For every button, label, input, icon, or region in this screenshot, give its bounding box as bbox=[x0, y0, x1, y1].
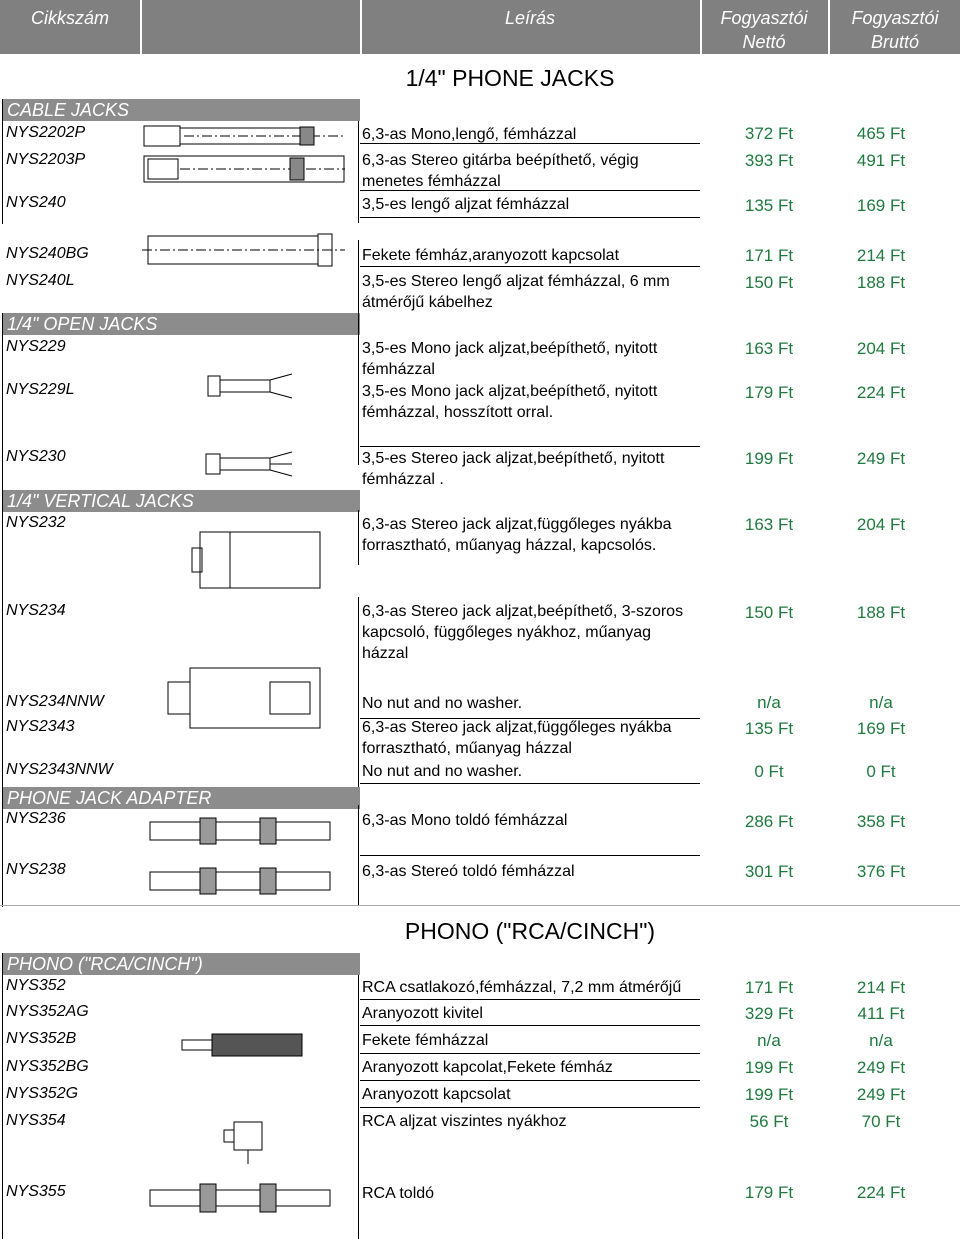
row-code: NYS229 bbox=[6, 338, 66, 355]
row-price-gross: 411 Ft bbox=[857, 1004, 905, 1023]
rca-plug-drawing bbox=[180, 1030, 310, 1060]
row-code: NYS238 bbox=[6, 861, 66, 878]
stereo-coupler-drawing bbox=[140, 862, 350, 900]
row-description: 3,5-es Stereo jack aljzat,beépíthető, nyitott fémházzal . bbox=[362, 450, 665, 488]
row-code: NYS352G bbox=[6, 1085, 79, 1102]
row-description: 3,5-es Stereo lengő aljzat fémházzal, 6 mm átmérőjű kábelhez bbox=[362, 273, 670, 311]
row-price-net: 199 Ft bbox=[744, 449, 794, 468]
row-description: 6,3-as Mono,lengő, fémházzal bbox=[362, 126, 577, 143]
row-code: NYS352AG bbox=[6, 1003, 89, 1020]
row-price-gross: 376 Ft bbox=[856, 862, 906, 881]
table-header bbox=[0, 0, 960, 54]
section-cable-jacks: CABLE JACKS bbox=[2, 99, 360, 121]
row-price-gross: 491 Ft bbox=[856, 151, 906, 170]
row-description: RCA toldó bbox=[362, 1185, 435, 1202]
row-code: NYS354 bbox=[6, 1112, 66, 1129]
row-description: 6,3-as Mono toldó fémházzal bbox=[362, 812, 568, 829]
row-code: NYS355 bbox=[6, 1183, 66, 1200]
row-code: NYS2343NNW bbox=[6, 761, 113, 778]
row-price-gross: 214 Ft bbox=[856, 978, 906, 997]
stereo-cable-jack-drawing bbox=[140, 152, 350, 186]
row-description: RCA aljzat viszintes nyákhoz bbox=[362, 1113, 567, 1130]
header-code: Cikkszám bbox=[30, 8, 109, 28]
row-description: RCA csatlakozó,fémházzal, 7,2 mm átmérőjű bbox=[362, 979, 682, 996]
row-price-net: 163 Ft bbox=[744, 515, 794, 534]
row-price-gross: 214 Ft bbox=[856, 246, 906, 265]
row-code: NYS230 bbox=[6, 448, 66, 465]
row-price-gross: n/a bbox=[869, 1031, 893, 1050]
cable-socket-drawing bbox=[140, 228, 350, 272]
row-price-gross: 224 Ft bbox=[856, 383, 906, 402]
open-stereo-jack-drawing bbox=[200, 446, 300, 482]
row-description: No nut and no washer. bbox=[362, 695, 523, 712]
row-price-net: 286 Ft bbox=[744, 812, 794, 831]
row-code: NYS240 bbox=[6, 194, 66, 211]
row-description: 6,3-as Stereo gitárba beépíthető, végig menetes fémházzal bbox=[362, 152, 639, 190]
row-price-gross: 169 Ft bbox=[856, 196, 906, 215]
row-price-net: 56 Ft bbox=[749, 1112, 789, 1131]
row-price-gross: 0 Ft bbox=[866, 762, 896, 781]
row-description: 6,3-as Stereo jack aljzat,beépíthető, 3-szoros kapcsoló, függőleges nyákhoz, műanyag házzal bbox=[362, 603, 684, 662]
mono-coupler-drawing bbox=[140, 812, 350, 850]
row-price-net: 179 Ft bbox=[744, 1183, 794, 1202]
vertical-jack-drawing bbox=[190, 522, 330, 598]
row-code: NYS2343 bbox=[6, 718, 75, 735]
page-title-phone-jacks: 1/4" PHONE JACKS bbox=[405, 65, 615, 91]
row-price-gross: 204 Ft bbox=[856, 515, 906, 534]
row-description: 3,5-es lengő aljzat fémházzal bbox=[362, 196, 570, 213]
row-price-net: 372 Ft bbox=[744, 124, 794, 143]
row-price-gross: n/a bbox=[869, 693, 893, 712]
row-price-net: 171 Ft bbox=[744, 246, 794, 265]
row-price-gross: 204 Ft bbox=[856, 339, 906, 358]
row-price-gross: 224 Ft bbox=[856, 1183, 906, 1202]
row-price-net: 199 Ft bbox=[744, 1085, 794, 1104]
row-code: NYS352B bbox=[6, 1030, 77, 1047]
header-net-1: Fogyasztói bbox=[720, 8, 808, 28]
row-price-gross: 249 Ft bbox=[856, 1085, 906, 1104]
section-open-jacks: 1/4" OPEN JACKS bbox=[2, 313, 360, 335]
row-description: Aranyozott kapcsolat bbox=[362, 1086, 511, 1103]
row-price-net: 163 Ft bbox=[744, 339, 794, 358]
row-code: NYS240BG bbox=[6, 245, 89, 262]
row-price-gross: 188 Ft bbox=[856, 603, 906, 622]
row-description: Aranyozott kivitel bbox=[362, 1005, 483, 1022]
row-code: NYS229L bbox=[6, 381, 75, 398]
row-description: 3,5-es Mono jack aljzat,beépíthető, nyitott fémházzal, hosszított orral. bbox=[362, 383, 658, 421]
row-price-net: 393 Ft bbox=[744, 151, 794, 170]
row-price-net: 0 Ft bbox=[754, 762, 784, 781]
row-price-net: 301 Ft bbox=[744, 862, 794, 881]
open-jack-drawing bbox=[200, 366, 300, 406]
row-code: NYS352 bbox=[6, 977, 66, 994]
vertical-switch-jack-drawing bbox=[160, 664, 330, 732]
row-price-net: 329 Ft bbox=[744, 1004, 794, 1023]
header-gross-2: Bruttó bbox=[870, 32, 920, 52]
row-price-net: 135 Ft bbox=[744, 196, 794, 215]
row-price-gross: 358 Ft bbox=[856, 812, 906, 831]
row-price-net: 150 Ft bbox=[744, 273, 794, 292]
section-phono: PHONO ("RCA/CINCH") bbox=[2, 953, 360, 975]
row-description: 3,5-es Mono jack aljzat,beépíthető, nyitott fémházzal bbox=[362, 340, 658, 378]
section-adapter: PHONE JACK ADAPTER bbox=[2, 787, 360, 809]
section-vertical-jacks: 1/4" VERTICAL JACKS bbox=[2, 490, 360, 512]
row-price-gross: 169 Ft bbox=[856, 719, 906, 738]
row-price-gross: 249 Ft bbox=[856, 449, 906, 468]
row-price-gross: 188 Ft bbox=[856, 273, 906, 292]
row-code: NYS232 bbox=[6, 514, 66, 531]
row-code: NYS234 bbox=[6, 602, 66, 619]
row-price-net: 150 Ft bbox=[744, 603, 794, 622]
row-description: Aranyozott kapcolat,Fekete fémház bbox=[362, 1059, 613, 1076]
row-price-net: n/a bbox=[757, 1031, 781, 1050]
row-description: 6,3-as Stereo jack aljzat,függőleges nyákba forrasztható, műanyag házzal, kapcsolós. bbox=[362, 516, 672, 554]
header-gross-1: Fogyasztói bbox=[851, 8, 939, 28]
row-price-net: n/a bbox=[757, 693, 781, 712]
row-description: Fekete fémház,aranyozott kapcsolat bbox=[362, 247, 620, 264]
row-code: NYS240L bbox=[6, 272, 75, 289]
row-price-gross: 249 Ft bbox=[856, 1058, 906, 1077]
row-description: 6,3-as Stereo jack aljzat,függőleges nyákba forrasztható, műanyag házzal bbox=[362, 719, 672, 757]
header-desc: Leírás bbox=[504, 8, 556, 28]
rca-socket-drawing bbox=[220, 1118, 280, 1168]
row-description: 6,3-as Stereó toldó fémházzal bbox=[362, 863, 575, 880]
row-code: NYS2203P bbox=[6, 151, 86, 168]
row-price-net: 171 Ft bbox=[744, 978, 794, 997]
page-title-phono: PHONO ("RCA/CINCH") bbox=[404, 918, 656, 944]
rca-coupler-drawing bbox=[140, 1178, 350, 1218]
row-price-net: 135 Ft bbox=[744, 719, 794, 738]
header-net-2: Nettó bbox=[742, 32, 786, 52]
row-code: NYS2202P bbox=[6, 124, 86, 141]
row-code: NYS352BG bbox=[6, 1058, 89, 1075]
row-price-net: 179 Ft bbox=[744, 383, 794, 402]
row-price-net: 199 Ft bbox=[744, 1058, 794, 1077]
row-code: NYS234NNW bbox=[6, 693, 104, 710]
row-description: No nut and no washer. bbox=[362, 763, 523, 780]
row-code: NYS236 bbox=[6, 810, 66, 827]
mono-cable-jack-drawing bbox=[140, 122, 350, 150]
row-price-gross: 465 Ft bbox=[856, 124, 906, 143]
row-description: Fekete fémházzal bbox=[362, 1032, 489, 1049]
row-price-gross: 70 Ft bbox=[861, 1112, 901, 1131]
